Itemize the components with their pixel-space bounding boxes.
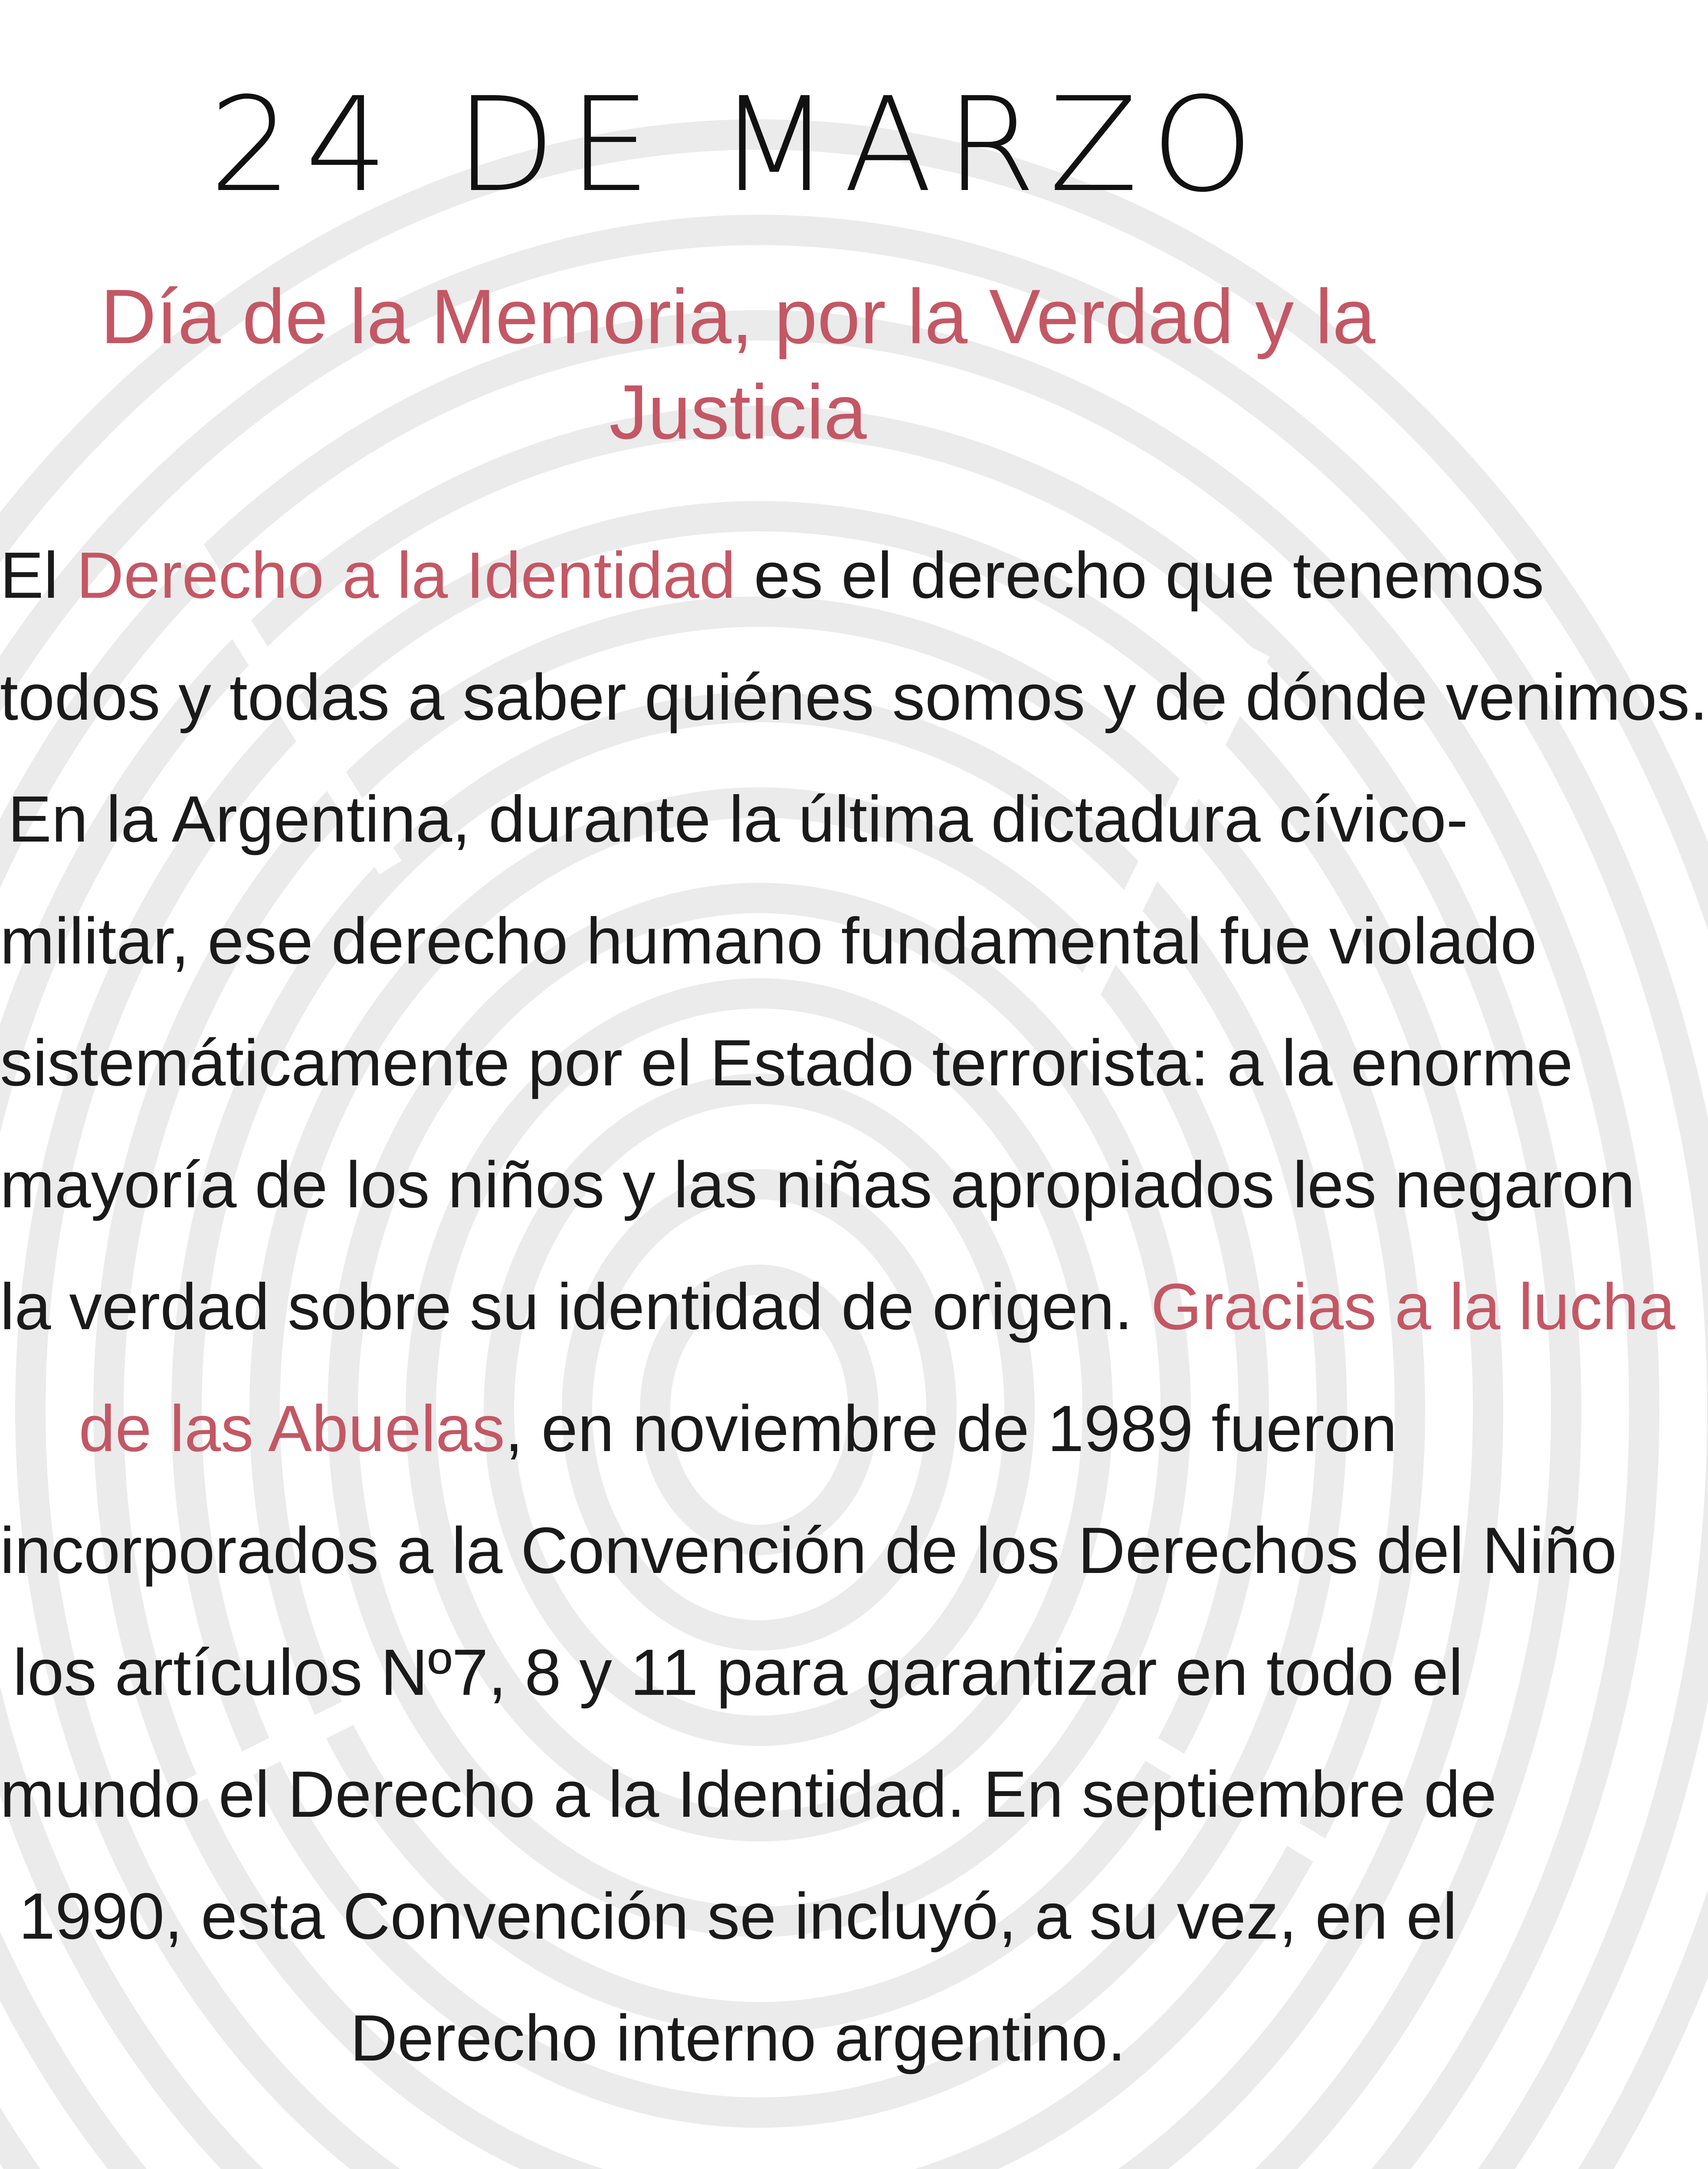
body-line-6: mayoría de los niños y las niñas apropiados les negaron xyxy=(0,1148,1635,1221)
body-line-8 xyxy=(0,1367,1476,1489)
body-text-segment: , en noviembre de 1989 fueron xyxy=(505,1392,1397,1465)
body-line-3: En la Argentina, durante la última dictadura cívico- xyxy=(8,782,1468,855)
body-line-9: incorporados a la Convención de los Derechos del Niño xyxy=(0,1514,1617,1587)
body-line-12: 1990, esta Convención se incluyó, a su vez, en el xyxy=(19,1879,1457,1953)
body-line-11: mundo el Derecho a la Identidad. En septiembre de xyxy=(0,1757,1497,1831)
highlight-abuelas: de las Abuelas xyxy=(79,1392,505,1465)
body-paragraph xyxy=(0,514,1708,2099)
body-line-4: militar, ese derecho humano fundamental fue violado xyxy=(0,904,1537,977)
page-subtitle: Día de la Memoria, por la Verdad y la Justicia xyxy=(100,273,1376,455)
body-text-segment: es el derecho que tenemos xyxy=(735,538,1544,612)
body-line-1 xyxy=(0,514,1544,636)
body-line-10: los artículos Nº7, 8 y 11 para garantizar en todo el xyxy=(13,1635,1463,1709)
body-line-13: Derecho interno argentino. xyxy=(350,2001,1126,2074)
highlight-derecho-identidad: Derecho a la Identidad xyxy=(76,538,736,612)
body-text-segment: El xyxy=(0,538,77,612)
body-text-segment: la verdad sobre su identidad de origen. xyxy=(0,1270,1151,1343)
page-title: 24 DE MARZO xyxy=(209,69,1267,221)
body-line-2: todos y todas a saber quiénes somos y de dónde venimos. xyxy=(0,660,1708,734)
highlight-gracias-lucha: Gracias a la lucha xyxy=(1151,1270,1675,1343)
body-line-5: sistemáticamente por el Estado terrorista: a la enorme xyxy=(0,1026,1573,1099)
body-line-7 xyxy=(0,1245,1675,1367)
